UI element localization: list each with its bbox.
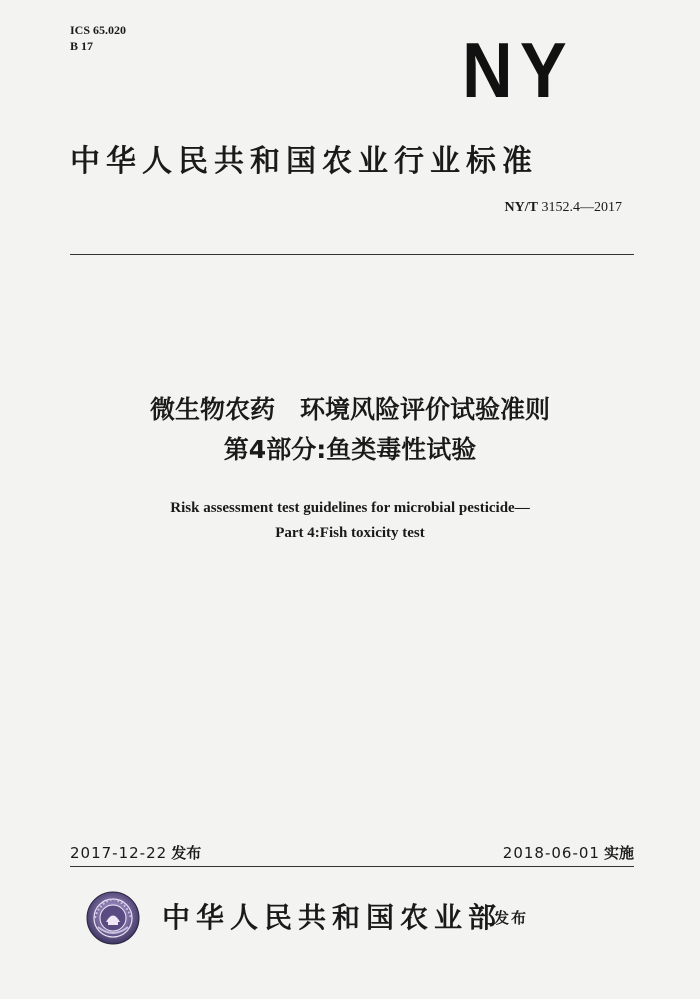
ministry-seal-icon [86, 891, 140, 945]
title-cn-line1: 微生物农药 环境风险评价试验准则 [149, 395, 550, 424]
issuing-authority: 中华人民共和国农业部 [162, 901, 503, 934]
implement-label: 实施 [603, 844, 634, 862]
ics-code: ICS 65.020 [70, 23, 127, 37]
top-divider [70, 254, 634, 255]
standard-number-value: 3152.4—2017 [541, 200, 622, 215]
standard-number [505, 200, 622, 216]
issue-date [70, 842, 201, 863]
title-cn-line2: 第4部分:鱼类毒性试验 [223, 435, 477, 464]
ny-logo: NY [462, 26, 574, 114]
issue-label: 发布 [171, 844, 202, 862]
ccs-code: B 17 [70, 39, 94, 53]
standard-number-prefix: NY/T [504, 200, 538, 215]
title-en-line2: Part 4:Fish toxicity test [275, 525, 425, 541]
issue-date-value: 2017-12-22 [70, 844, 168, 862]
bottom-divider [70, 866, 634, 867]
implement-date-value: 2018-06-01 [502, 844, 600, 862]
implement-date [503, 842, 634, 863]
standard-category-title: 中华人民共和国农业行业标准 [70, 144, 538, 179]
issuing-authority-suffix: 发布 [494, 909, 529, 927]
classification-codes [70, 22, 126, 54]
title-en-line1: Risk assessment test guidelines for microbial pesticide— [170, 500, 530, 516]
